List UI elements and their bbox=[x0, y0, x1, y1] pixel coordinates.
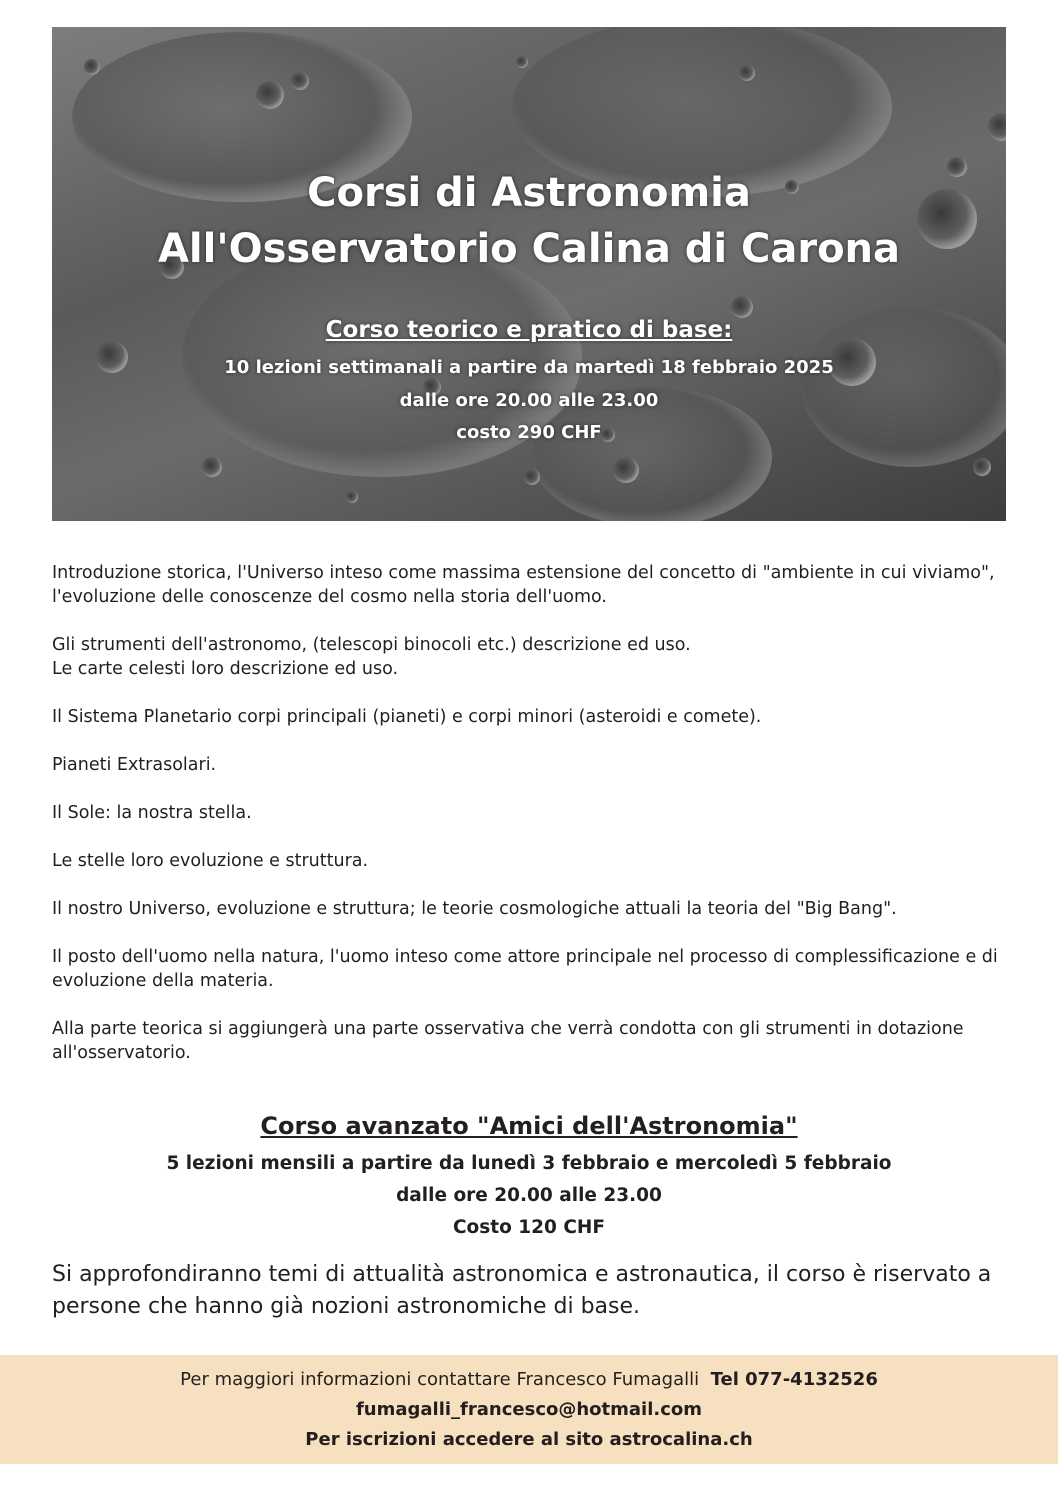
phone-number[interactable]: Tel 077-4132526 bbox=[710, 1369, 878, 1390]
topic-paragraph: Il nostro Universo, evoluzione e struttura; le teorie cosmologiche attuali la teoria del "Big Bang". bbox=[52, 899, 897, 919]
contact-text: Per maggiori informazioni contattare Francesco Fumagalli bbox=[180, 1369, 700, 1390]
advanced-course-cost: Costo 120 CHF bbox=[452, 1217, 606, 1238]
topic-paragraph: Il Sole: la nostra stella. bbox=[52, 803, 252, 823]
advanced-course-schedule: 5 lezioni mensili a partire da lunedì 3 febbraio e mercoledì 5 febbraio bbox=[166, 1153, 892, 1174]
signup-info: Per iscrizioni accedere al sito astrocalina.ch bbox=[305, 1429, 753, 1450]
advanced-course-description: Si approfondiranno temi di attualità astronomica e astronautica, il corso è riservato a persone che hanno già nozioni astronomiche di base. bbox=[52, 1262, 992, 1319]
topic-paragraph: Le carte celesti loro descrizione ed uso. bbox=[52, 659, 399, 679]
moon-surface-image bbox=[52, 27, 1006, 521]
contact-line bbox=[0, 1369, 1058, 1390]
topic-paragraph: Le stelle loro evoluzione e struttura. bbox=[52, 851, 369, 871]
page-title: Corsi di Astronomia bbox=[307, 170, 751, 216]
basic-course-cost: costo 290 CHF bbox=[456, 422, 602, 443]
topic-paragraph: Alla parte teorica si aggiungerà una parte osservativa che verrà condotta con gli strumenti in dotazione all'osservatorio. bbox=[52, 1019, 964, 1063]
basic-course-title: Corso teorico e pratico di base: bbox=[325, 317, 733, 343]
basic-course-schedule: 10 lezioni settimanali a partire da martedì 18 febbraio 2025 bbox=[224, 357, 834, 378]
topic-paragraph: Introduzione storica, l'Universo inteso come massima estensione del concetto di "ambiente in cui viviamo", l'evoluzione delle conoscenze del cosmo nella storia dell'uomo. bbox=[52, 563, 995, 607]
advanced-course-title: Corso avanzato "Amici dell'Astronomia" bbox=[260, 1112, 798, 1140]
topic-paragraph: Pianeti Extrasolari. bbox=[52, 755, 217, 775]
contact-footer bbox=[0, 1355, 1058, 1464]
email-link[interactable]: fumagalli_francesco@hotmail.com bbox=[355, 1399, 703, 1420]
topic-paragraph: Il Sistema Planetario corpi principali (pianeti) e corpi minori (asteroidi e comete). bbox=[52, 707, 762, 727]
page-subtitle: All'Osservatorio Calina di Carona bbox=[157, 226, 901, 272]
course-topics bbox=[52, 561, 1012, 1089]
advanced-course-hours: dalle ore 20.00 alle 23.00 bbox=[396, 1185, 662, 1206]
hero-banner bbox=[52, 27, 1006, 521]
basic-course-hours: dalle ore 20.00 alle 23.00 bbox=[399, 390, 659, 411]
topic-paragraph: Il posto dell'uomo nella natura, l'uomo inteso come attore principale nel processo di complessificazione e di evoluzione della materia. bbox=[52, 947, 998, 991]
topic-paragraph: Gli strumenti dell'astronomo, (telescopi binocoli etc.) descrizione ed uso. bbox=[52, 635, 691, 655]
